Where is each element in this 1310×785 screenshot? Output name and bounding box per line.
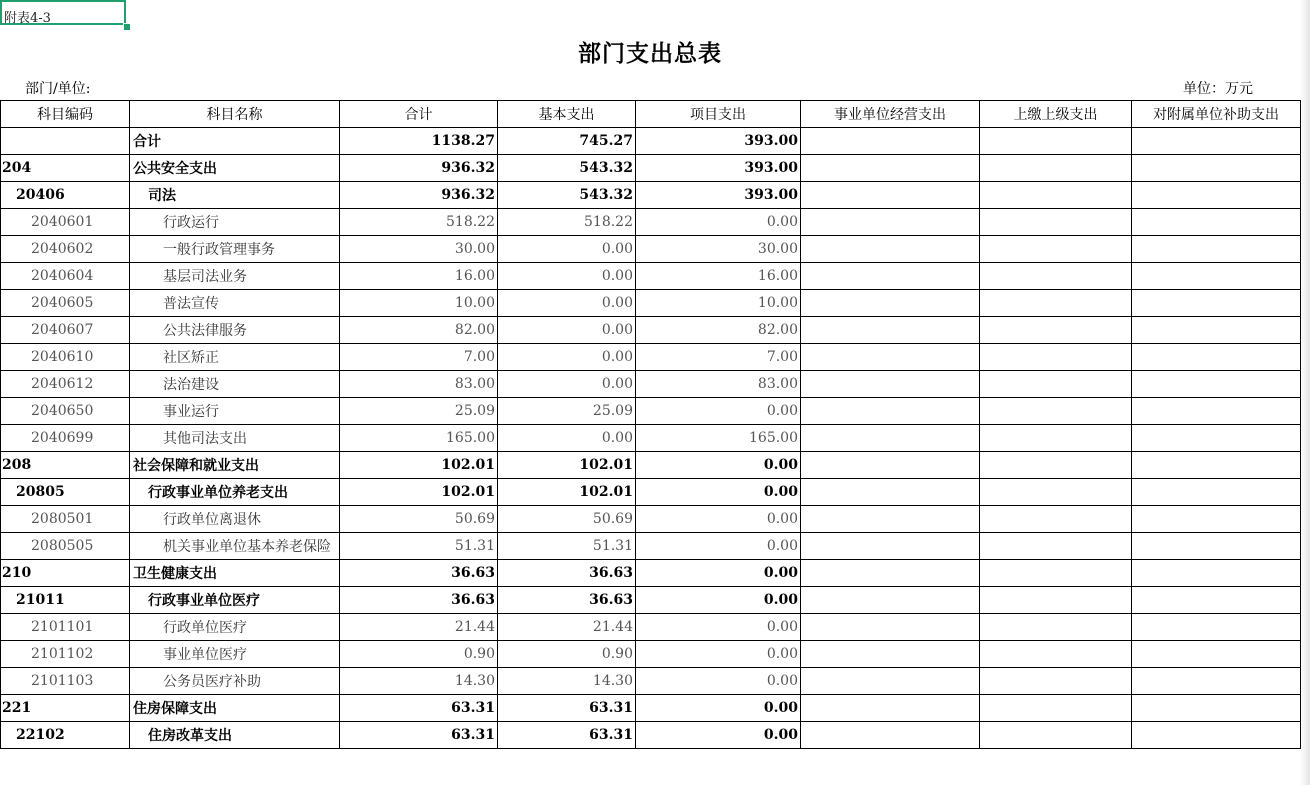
- basic-expenditure-cell[interactable]: 0.00: [498, 290, 636, 317]
- project-expenditure-cell[interactable]: 0.00: [636, 695, 801, 722]
- total-cell[interactable]: 0.90: [340, 641, 498, 668]
- subject-name-cell[interactable]: 社区矫正: [130, 344, 340, 371]
- business-operation-cell[interactable]: [801, 263, 980, 290]
- upper-remittance-cell[interactable]: [980, 614, 1132, 641]
- basic-expenditure-cell[interactable]: 36.63: [498, 560, 636, 587]
- page-title: 部门支出总表: [578, 41, 722, 67]
- upper-remittance-cell[interactable]: [980, 317, 1132, 344]
- business-operation-cell[interactable]: [801, 695, 980, 722]
- project-expenditure-cell[interactable]: 165.00: [636, 425, 801, 452]
- upper-remittance-cell[interactable]: [980, 641, 1132, 668]
- basic-expenditure-cell[interactable]: 0.00: [498, 425, 636, 452]
- subsidy-affiliated-cell[interactable]: [1132, 317, 1301, 344]
- basic-expenditure-cell[interactable]: 518.22: [498, 209, 636, 236]
- business-operation-cell[interactable]: [801, 587, 980, 614]
- subject-code-cell[interactable]: 2040605: [1, 290, 130, 317]
- upper-remittance-cell[interactable]: [980, 398, 1132, 425]
- project-expenditure-cell[interactable]: 0.00: [636, 506, 801, 533]
- total-cell[interactable]: 102.01: [340, 479, 498, 506]
- header-business-operation-expenditure[interactable]: 事业单位经营支出: [801, 101, 980, 128]
- subject-code-cell[interactable]: 204: [1, 155, 130, 182]
- basic-expenditure-cell[interactable]: 543.32: [498, 155, 636, 182]
- business-operation-cell[interactable]: [801, 722, 980, 749]
- project-expenditure-cell[interactable]: 83.00: [636, 371, 801, 398]
- total-cell[interactable]: 51.31: [340, 533, 498, 560]
- subject-name-cell[interactable]: 普法宣传: [130, 290, 340, 317]
- business-operation-cell[interactable]: [801, 425, 980, 452]
- subsidy-affiliated-cell[interactable]: [1132, 263, 1301, 290]
- window-edge-shadow: [1300, 0, 1310, 785]
- upper-remittance-cell[interactable]: [980, 344, 1132, 371]
- basic-expenditure-cell[interactable]: 0.00: [498, 263, 636, 290]
- total-cell[interactable]: 165.00: [340, 425, 498, 452]
- upper-remittance-cell[interactable]: [980, 209, 1132, 236]
- table-row: [1, 263, 1301, 290]
- subsidy-affiliated-cell[interactable]: [1132, 182, 1301, 209]
- basic-expenditure-cell[interactable]: 25.09: [498, 398, 636, 425]
- subject-name-cell[interactable]: 行政单位医疗: [130, 614, 340, 641]
- table-row: [1, 506, 1301, 533]
- header-upper-remittance-expenditure[interactable]: 上缴上级支出: [980, 101, 1132, 128]
- table-row: [1, 452, 1301, 479]
- subject-name-cell[interactable]: 基层司法业务: [130, 263, 340, 290]
- basic-expenditure-cell[interactable]: 0.00: [498, 371, 636, 398]
- subject-name-cell[interactable]: 公共法律服务: [130, 317, 340, 344]
- subject-name-cell[interactable]: 机关事业单位基本养老保险: [130, 533, 340, 560]
- table-row: [1, 533, 1301, 560]
- project-expenditure-cell[interactable]: 393.00: [636, 128, 801, 155]
- subsidy-affiliated-cell[interactable]: [1132, 668, 1301, 695]
- project-expenditure-cell[interactable]: 0.00: [636, 398, 801, 425]
- project-expenditure-cell[interactable]: 0.00: [636, 479, 801, 506]
- subsidy-affiliated-cell[interactable]: [1132, 479, 1301, 506]
- upper-remittance-cell[interactable]: [980, 290, 1132, 317]
- subject-code-cell[interactable]: 2040699: [1, 425, 130, 452]
- subsidy-affiliated-cell[interactable]: [1132, 128, 1301, 155]
- upper-remittance-cell[interactable]: [980, 371, 1132, 398]
- subject-name-cell[interactable]: 行政事业单位医疗: [130, 587, 340, 614]
- subject-code-cell[interactable]: 2040612: [1, 371, 130, 398]
- project-expenditure-cell[interactable]: 0.00: [636, 560, 801, 587]
- business-operation-cell[interactable]: [801, 479, 980, 506]
- table-row: [1, 587, 1301, 614]
- table-row: [1, 209, 1301, 236]
- upper-remittance-cell[interactable]: [980, 722, 1132, 749]
- total-cell[interactable]: 518.22: [340, 209, 498, 236]
- subject-name-cell[interactable]: 行政运行: [130, 209, 340, 236]
- basic-expenditure-cell[interactable]: 63.31: [498, 695, 636, 722]
- upper-remittance-cell[interactable]: [980, 560, 1132, 587]
- business-operation-cell[interactable]: [801, 614, 980, 641]
- table-row: [1, 398, 1301, 425]
- upper-remittance-cell[interactable]: [980, 263, 1132, 290]
- subject-code-cell[interactable]: 2040607: [1, 317, 130, 344]
- basic-expenditure-cell[interactable]: 102.01: [498, 452, 636, 479]
- project-expenditure-cell[interactable]: 16.00: [636, 263, 801, 290]
- subsidy-affiliated-cell[interactable]: [1132, 533, 1301, 560]
- table-row: [1, 155, 1301, 182]
- subsidy-affiliated-cell[interactable]: [1132, 371, 1301, 398]
- project-expenditure-cell[interactable]: 393.00: [636, 155, 801, 182]
- subject-name-cell[interactable]: 住房保障支出: [130, 695, 340, 722]
- subject-code-cell[interactable]: 20406: [1, 182, 130, 209]
- table-row: [1, 290, 1301, 317]
- project-expenditure-cell[interactable]: 0.00: [636, 209, 801, 236]
- subject-code-cell[interactable]: 2101103: [1, 668, 130, 695]
- basic-expenditure-cell[interactable]: 14.30: [498, 668, 636, 695]
- upper-remittance-cell[interactable]: [980, 236, 1132, 263]
- subsidy-affiliated-cell[interactable]: [1132, 641, 1301, 668]
- subject-name-cell[interactable]: 事业运行: [130, 398, 340, 425]
- header-subject-code[interactable]: 科目编码: [1, 101, 130, 128]
- upper-remittance-cell[interactable]: [980, 506, 1132, 533]
- subject-code-cell[interactable]: 2040604: [1, 263, 130, 290]
- subject-code-cell[interactable]: 2101102: [1, 641, 130, 668]
- business-operation-cell[interactable]: [801, 452, 980, 479]
- upper-remittance-cell[interactable]: [980, 182, 1132, 209]
- subject-name-cell[interactable]: 事业单位医疗: [130, 641, 340, 668]
- business-operation-cell[interactable]: [801, 560, 980, 587]
- header-row: [1, 101, 1301, 128]
- project-expenditure-cell[interactable]: 0.00: [636, 722, 801, 749]
- basic-expenditure-cell[interactable]: 51.31: [498, 533, 636, 560]
- total-cell[interactable]: 936.32: [340, 155, 498, 182]
- total-cell[interactable]: 63.31: [340, 695, 498, 722]
- table-row: [1, 236, 1301, 263]
- subject-name-cell[interactable]: 合计: [130, 128, 340, 155]
- subject-code-cell[interactable]: 208: [1, 452, 130, 479]
- subject-code-cell[interactable]: 2040650: [1, 398, 130, 425]
- subsidy-affiliated-cell[interactable]: [1132, 344, 1301, 371]
- table-row: [1, 128, 1301, 155]
- business-operation-cell[interactable]: [801, 290, 980, 317]
- project-expenditure-cell[interactable]: 0.00: [636, 587, 801, 614]
- basic-expenditure-cell[interactable]: 0.90: [498, 641, 636, 668]
- subject-code-cell[interactable]: 210: [1, 560, 130, 587]
- basic-expenditure-cell[interactable]: 745.27: [498, 128, 636, 155]
- subject-code-cell[interactable]: 22102: [1, 722, 130, 749]
- subject-code-cell[interactable]: 221: [1, 695, 130, 722]
- basic-expenditure-cell[interactable]: 21.44: [498, 614, 636, 641]
- subject-name-cell[interactable]: 卫生健康支出: [130, 560, 340, 587]
- total-cell[interactable]: 63.31: [340, 722, 498, 749]
- total-cell[interactable]: 16.00: [340, 263, 498, 290]
- project-expenditure-cell[interactable]: 0.00: [636, 452, 801, 479]
- fill-handle[interactable]: [123, 23, 131, 31]
- business-operation-cell[interactable]: [801, 668, 980, 695]
- basic-expenditure-cell[interactable]: 0.00: [498, 344, 636, 371]
- header-subsidy-affiliated-expenditure[interactable]: 对附属单位补助支出: [1132, 101, 1301, 128]
- subject-name-cell[interactable]: 司法: [130, 182, 340, 209]
- business-operation-cell[interactable]: [801, 506, 980, 533]
- project-expenditure-cell[interactable]: 0.00: [636, 668, 801, 695]
- table-body: [1, 128, 1301, 749]
- subsidy-affiliated-cell[interactable]: [1132, 155, 1301, 182]
- subsidy-affiliated-cell[interactable]: [1132, 290, 1301, 317]
- total-cell[interactable]: 1138.27: [340, 128, 498, 155]
- upper-remittance-cell[interactable]: [980, 695, 1132, 722]
- subject-name-cell[interactable]: 社会保障和就业支出: [130, 452, 340, 479]
- total-cell[interactable]: 30.00: [340, 236, 498, 263]
- total-cell[interactable]: 936.32: [340, 182, 498, 209]
- table-row: [1, 560, 1301, 587]
- total-cell[interactable]: 83.00: [340, 371, 498, 398]
- business-operation-cell[interactable]: [801, 641, 980, 668]
- business-operation-cell[interactable]: [801, 344, 980, 371]
- table-row: [1, 695, 1301, 722]
- business-operation-cell[interactable]: [801, 128, 980, 155]
- table-row: [1, 371, 1301, 398]
- total-cell[interactable]: 7.00: [340, 344, 498, 371]
- subject-name-cell[interactable]: 法治建设: [130, 371, 340, 398]
- subsidy-affiliated-cell[interactable]: [1132, 587, 1301, 614]
- selected-cell-a1[interactable]: [0, 0, 126, 25]
- subsidy-affiliated-cell[interactable]: [1132, 398, 1301, 425]
- subject-name-cell[interactable]: 行政单位离退休: [130, 506, 340, 533]
- appendix-label: 附表4-3: [4, 11, 51, 26]
- project-expenditure-cell[interactable]: 393.00: [636, 182, 801, 209]
- upper-remittance-cell[interactable]: [980, 587, 1132, 614]
- header-total[interactable]: 合计: [340, 101, 498, 128]
- business-operation-cell[interactable]: [801, 155, 980, 182]
- subject-name-cell[interactable]: 其他司法支出: [130, 425, 340, 452]
- upper-remittance-cell[interactable]: [980, 155, 1132, 182]
- subsidy-affiliated-cell[interactable]: [1132, 506, 1301, 533]
- total-cell[interactable]: 10.00: [340, 290, 498, 317]
- total-cell[interactable]: 36.63: [340, 587, 498, 614]
- subsidy-affiliated-cell[interactable]: [1132, 614, 1301, 641]
- subject-name-cell[interactable]: 公务员医疗补助: [130, 668, 340, 695]
- subject-code-cell[interactable]: 2040601: [1, 209, 130, 236]
- header-basic-expenditure[interactable]: 基本支出: [498, 101, 636, 128]
- subsidy-affiliated-cell[interactable]: [1132, 722, 1301, 749]
- total-cell[interactable]: 21.44: [340, 614, 498, 641]
- subject-code-cell[interactable]: 2080501: [1, 506, 130, 533]
- upper-remittance-cell[interactable]: [980, 128, 1132, 155]
- upper-remittance-cell[interactable]: [980, 452, 1132, 479]
- upper-remittance-cell[interactable]: [980, 668, 1132, 695]
- business-operation-cell[interactable]: [801, 236, 980, 263]
- business-operation-cell[interactable]: [801, 371, 980, 398]
- business-operation-cell[interactable]: [801, 182, 980, 209]
- basic-expenditure-cell[interactable]: 0.00: [498, 317, 636, 344]
- header-subject-name[interactable]: 科目名称: [130, 101, 340, 128]
- total-cell[interactable]: 14.30: [340, 668, 498, 695]
- basic-expenditure-cell[interactable]: 0.00: [498, 236, 636, 263]
- business-operation-cell[interactable]: [801, 317, 980, 344]
- subject-code-cell[interactable]: 2101101: [1, 614, 130, 641]
- total-cell[interactable]: 50.69: [340, 506, 498, 533]
- table-row: [1, 722, 1301, 749]
- subsidy-affiliated-cell[interactable]: [1132, 209, 1301, 236]
- header-project-expenditure[interactable]: 项目支出: [636, 101, 801, 128]
- total-cell[interactable]: 102.01: [340, 452, 498, 479]
- basic-expenditure-cell[interactable]: 102.01: [498, 479, 636, 506]
- upper-remittance-cell[interactable]: [980, 533, 1132, 560]
- subject-code-cell[interactable]: 20805: [1, 479, 130, 506]
- subsidy-affiliated-cell[interactable]: [1132, 452, 1301, 479]
- basic-expenditure-cell[interactable]: 50.69: [498, 506, 636, 533]
- upper-remittance-cell[interactable]: [980, 479, 1132, 506]
- subsidy-affiliated-cell[interactable]: [1132, 560, 1301, 587]
- total-cell[interactable]: 36.63: [340, 560, 498, 587]
- subject-code-cell[interactable]: [1, 128, 130, 155]
- department-label: 部门/单位:: [25, 81, 91, 97]
- subject-name-cell[interactable]: 行政事业单位养老支出: [130, 479, 340, 506]
- project-expenditure-cell[interactable]: 82.00: [636, 317, 801, 344]
- project-expenditure-cell[interactable]: 0.00: [636, 641, 801, 668]
- table-row: [1, 182, 1301, 209]
- project-expenditure-cell[interactable]: 30.00: [636, 236, 801, 263]
- subsidy-affiliated-cell[interactable]: [1132, 695, 1301, 722]
- subject-name-cell[interactable]: 公共安全支出: [130, 155, 340, 182]
- table-row: [1, 614, 1301, 641]
- total-cell[interactable]: 82.00: [340, 317, 498, 344]
- unit-label: 单位：万元: [1183, 81, 1253, 97]
- subject-code-cell[interactable]: 2080505: [1, 533, 130, 560]
- table-row: [1, 317, 1301, 344]
- project-expenditure-cell[interactable]: 7.00: [636, 344, 801, 371]
- basic-expenditure-cell[interactable]: 63.31: [498, 722, 636, 749]
- subject-code-cell[interactable]: 2040602: [1, 236, 130, 263]
- project-expenditure-cell[interactable]: 0.00: [636, 533, 801, 560]
- subject-code-cell[interactable]: 21011: [1, 587, 130, 614]
- subject-name-cell[interactable]: 一般行政管理事务: [130, 236, 340, 263]
- subsidy-affiliated-cell[interactable]: [1132, 236, 1301, 263]
- subject-code-cell[interactable]: 2040610: [1, 344, 130, 371]
- basic-expenditure-cell[interactable]: 543.32: [498, 182, 636, 209]
- project-expenditure-cell[interactable]: 10.00: [636, 290, 801, 317]
- upper-remittance-cell[interactable]: [980, 425, 1132, 452]
- expenditure-table: [0, 100, 1301, 749]
- business-operation-cell[interactable]: [801, 533, 980, 560]
- subject-name-cell[interactable]: 住房改革支出: [130, 722, 340, 749]
- subsidy-affiliated-cell[interactable]: [1132, 425, 1301, 452]
- project-expenditure-cell[interactable]: 0.00: [636, 614, 801, 641]
- table-row: [1, 425, 1301, 452]
- table-row: [1, 344, 1301, 371]
- basic-expenditure-cell[interactable]: 36.63: [498, 587, 636, 614]
- table-row: [1, 641, 1301, 668]
- table-row: [1, 479, 1301, 506]
- total-cell[interactable]: 25.09: [340, 398, 498, 425]
- table-row: [1, 668, 1301, 695]
- business-operation-cell[interactable]: [801, 398, 980, 425]
- business-operation-cell[interactable]: [801, 209, 980, 236]
